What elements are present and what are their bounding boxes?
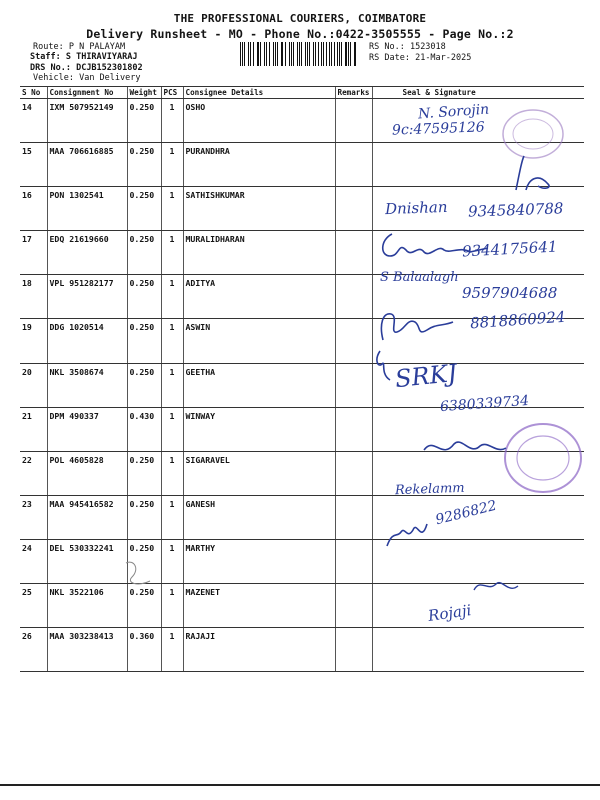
cell-consignment: VPL 951282177 <box>47 275 127 319</box>
cell-pcs: 1 <box>161 584 183 628</box>
col-header-sno: S No <box>20 87 47 99</box>
barcode-bar <box>250 42 251 66</box>
cell-consignment: PON 1302541 <box>47 187 127 231</box>
cell-weight: 0.250 <box>127 99 161 143</box>
handwritten-name-14: N. Sorojin <box>417 101 490 123</box>
cell-remarks <box>335 363 372 407</box>
cell-pcs: 1 <box>161 143 183 187</box>
cell-weight: 0.250 <box>127 187 161 231</box>
col-header-weight: Weight <box>127 87 161 99</box>
cell-pcs: 1 <box>161 495 183 539</box>
table-row <box>20 495 584 539</box>
drs-value: DCJB152301802 <box>76 63 143 73</box>
cell-consignment: MAA 706616885 <box>47 143 127 187</box>
handwritten-name-26: Rojaji <box>426 601 473 625</box>
cell-consignee: PURANDHRA <box>183 143 335 187</box>
route-label: Route: <box>33 42 64 52</box>
cell-weight: 0.430 <box>127 407 161 451</box>
staff-label: Staff: <box>30 52 61 62</box>
cell-remarks <box>335 275 372 319</box>
cell-consignment: POL 4605828 <box>47 451 127 495</box>
handwritten-phone-14: 9c:47595126 <box>391 119 485 139</box>
signature-scribble-icon <box>373 304 473 346</box>
barcode-bar <box>345 42 346 66</box>
handwritten-phone-24: 9286822 <box>433 497 499 529</box>
cell-pcs: 1 <box>161 407 183 451</box>
barcode-bar <box>289 42 290 66</box>
cell-consignee: ASWIN <box>183 319 335 363</box>
handwritten-phone-17: 9344175641 <box>461 237 558 261</box>
cell-sno: 22 <box>20 451 47 495</box>
cell-consignee: MAZENET <box>183 584 335 628</box>
cell-remarks <box>335 584 372 628</box>
cell-remarks <box>335 495 372 539</box>
cell-consignment: MAA 945416582 <box>47 495 127 539</box>
cell-remarks <box>335 451 372 495</box>
cell-consignment: EDQ 21619660 <box>47 231 127 275</box>
signature-scribble-icon <box>118 553 178 593</box>
barcode-bar <box>248 42 249 66</box>
staff-line <box>30 52 138 62</box>
cell-sno: 15 <box>20 143 47 187</box>
vehicle-label: Vehicle: <box>33 73 74 83</box>
drs-line <box>30 63 143 73</box>
vehicle-value: Van Delivery <box>79 73 141 83</box>
cell-consignment: MAA 303238413 <box>47 628 127 672</box>
cell-sno: 23 <box>20 495 47 539</box>
handwritten-phone-21: 6380339734 <box>439 392 530 416</box>
cell-consignment: DEL 530332241 <box>47 539 127 583</box>
cell-signature <box>372 628 584 672</box>
barcode-bar <box>341 42 342 66</box>
cell-remarks <box>335 187 372 231</box>
cell-consignment: DDG 1020514 <box>47 319 127 363</box>
cell-consignee: OSHO <box>183 99 335 143</box>
cell-weight: 0.250 <box>127 319 161 363</box>
cell-remarks <box>335 407 372 451</box>
barcode-bar <box>260 42 261 66</box>
cell-sno: 19 <box>20 319 47 363</box>
cell-sno: 20 <box>20 363 47 407</box>
cell-remarks <box>335 628 372 672</box>
barcode-bar <box>315 42 316 66</box>
cell-sno: 16 <box>20 187 47 231</box>
cell-consignee: ADITYA <box>183 275 335 319</box>
signature-scribble-icon <box>420 430 510 470</box>
cell-sno: 17 <box>20 231 47 275</box>
handwritten-name-18: S Balaalagh <box>380 270 459 285</box>
cell-pcs: 1 <box>161 231 183 275</box>
cell-consignee: WINWAY <box>183 407 335 451</box>
rs-date-line <box>369 53 471 63</box>
rs-date-label: RS Date: <box>369 53 410 63</box>
col-header-signature: Seal & Signature <box>372 87 584 99</box>
barcode-bar <box>301 42 302 66</box>
col-header-remarks: Remarks <box>335 87 372 99</box>
col-header-pcs: PCS <box>161 87 183 99</box>
cell-pcs: 1 <box>161 275 183 319</box>
page-bottom-rule <box>0 784 600 786</box>
vehicle-line <box>33 73 141 83</box>
cell-sno: 26 <box>20 628 47 672</box>
runsheet-title: Delivery Runsheet - MO - Phone No.:0422-3505555 - Page No.:2 <box>86 27 514 41</box>
barcode-bar <box>331 42 332 66</box>
signature-scribble-icon <box>508 150 558 195</box>
cell-consignment: NKL 3522106 <box>47 584 127 628</box>
handwritten-phone-19: 8818860924 <box>469 307 566 333</box>
table-header-row <box>20 87 584 99</box>
cell-remarks <box>335 99 372 143</box>
handwritten-name-23: Rekelamm <box>394 480 465 499</box>
col-header-consignment: Consignment No <box>47 87 127 99</box>
barcode-bar <box>334 42 335 66</box>
handwritten-name-21: SRKJ <box>393 358 459 394</box>
cell-sno: 24 <box>20 539 47 583</box>
cell-sno: 14 <box>20 99 47 143</box>
cell-weight: 0.250 <box>127 539 161 583</box>
cell-consignee: SIGARAVEL <box>183 451 335 495</box>
barcode-bar <box>285 42 286 66</box>
cell-weight: 0.250 <box>127 143 161 187</box>
route-line <box>33 42 125 52</box>
company-title: THE PROFESSIONAL COURIERS, COIMBATORE <box>173 12 427 25</box>
handwritten-name-16: Dnishan <box>384 197 448 219</box>
cell-remarks <box>335 319 372 363</box>
cell-weight: 0.250 <box>127 451 161 495</box>
cell-pcs: 1 <box>161 99 183 143</box>
barcode-bar <box>269 42 270 66</box>
barcode-bar <box>323 42 324 66</box>
company-stamp-icon <box>498 418 588 498</box>
cell-weight: 0.250 <box>127 495 161 539</box>
cell-weight: 0.250 <box>127 231 161 275</box>
cell-remarks <box>335 143 372 187</box>
rs-no-line <box>369 42 446 52</box>
cell-pcs: 1 <box>161 451 183 495</box>
barcode-bar <box>297 42 298 66</box>
cell-consignment: DPM 490337 <box>47 407 127 451</box>
cell-pcs: 1 <box>161 539 183 583</box>
barcode-bar <box>309 42 310 66</box>
cell-consignee: GEETHA <box>183 363 335 407</box>
cell-consignment: NKL 3508674 <box>47 363 127 407</box>
cell-consignee: MARTHY <box>183 539 335 583</box>
cell-sno: 21 <box>20 407 47 451</box>
cell-pcs: 1 <box>161 628 183 672</box>
barcode-bar <box>240 42 241 66</box>
signature-scribble-icon <box>470 572 530 602</box>
staff-value: S THIRAVIYARAJ <box>65 52 138 62</box>
drs-label: DRS No.: <box>30 63 71 73</box>
rs-no-label: RS No.: <box>369 42 405 52</box>
cell-sno: 18 <box>20 275 47 319</box>
cell-remarks <box>335 231 372 275</box>
barcode-bar <box>354 42 355 66</box>
cell-weight: 0.250 <box>127 363 161 407</box>
cell-weight: 0.250 <box>127 275 161 319</box>
cell-remarks <box>335 539 372 583</box>
cell-consignment: IXM 507952149 <box>47 99 127 143</box>
barcode-bar <box>264 42 265 66</box>
cell-consignee: MURALIDHARAN <box>183 231 335 275</box>
cell-sno: 25 <box>20 584 47 628</box>
cell-weight: 0.360 <box>127 628 161 672</box>
cell-pcs: 1 <box>161 319 183 363</box>
cell-consignee: RAJAJI <box>183 628 335 672</box>
route-value: P N PALAYAM <box>68 42 126 52</box>
runsheet-barcode <box>240 42 358 66</box>
cell-weight: 0.250 <box>127 584 161 628</box>
cell-pcs: 1 <box>161 187 183 231</box>
cell-pcs: 1 <box>161 363 183 407</box>
cell-consignee: SATHISHKUMAR <box>183 187 335 231</box>
rs-no-value: 1523018 <box>409 42 446 52</box>
handwritten-phone-18: 9597904688 <box>462 284 558 302</box>
cell-consignee: GANESH <box>183 495 335 539</box>
handwritten-phone-16: 9345840788 <box>467 199 564 221</box>
col-header-consignee: Consignee Details <box>183 87 335 99</box>
table-row <box>20 628 584 672</box>
barcode-bar <box>277 42 278 66</box>
rs-date-value: 21-Mar-2025 <box>415 53 472 63</box>
